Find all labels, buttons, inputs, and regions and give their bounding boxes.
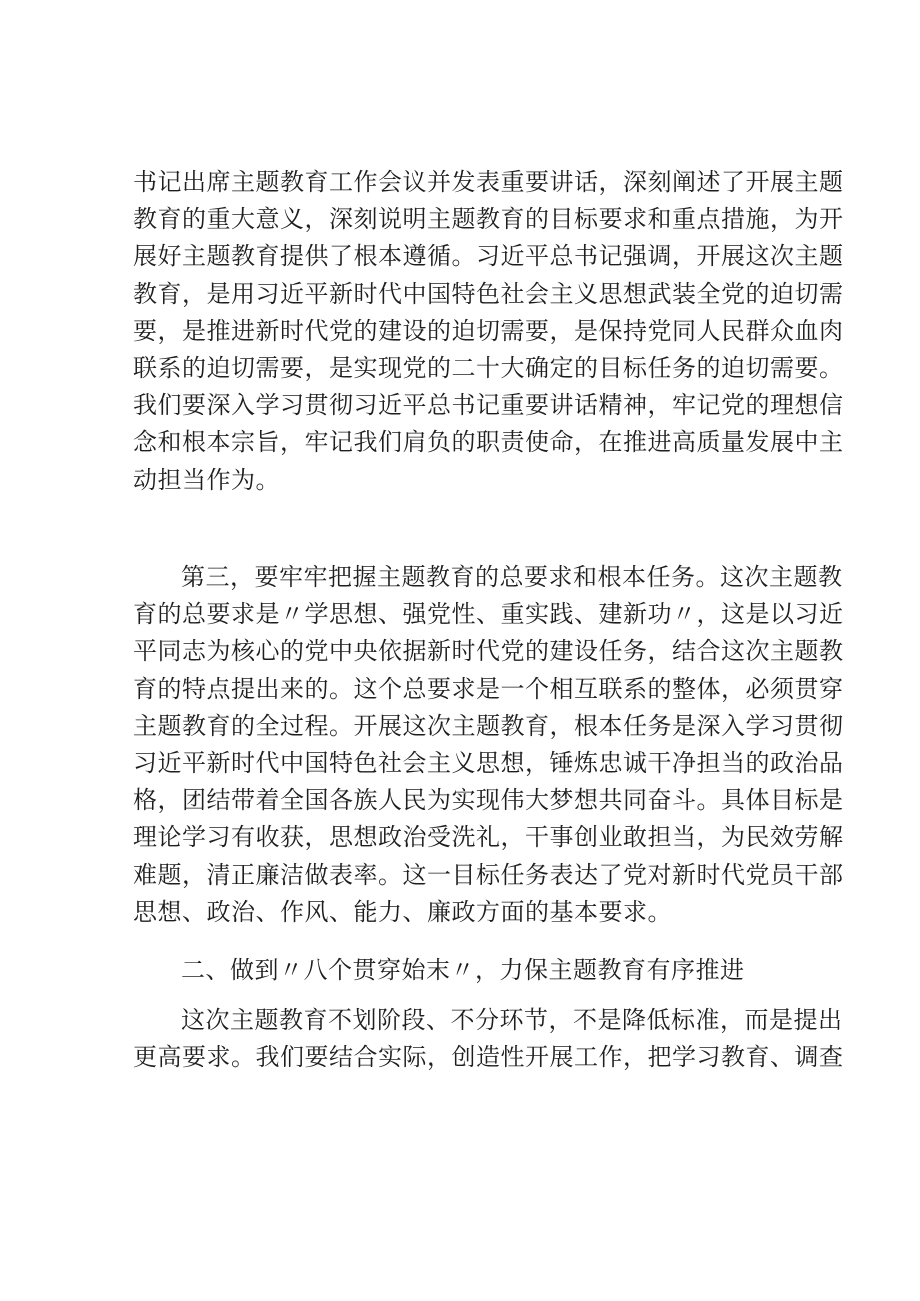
text-line: 主题教育的全过程。开展这次主题教育，根本任务是深入学习贯彻 — [133, 711, 844, 740]
paragraph-significance — [133, 164, 844, 499]
text-line: 要，是推进新时代党的建设的迫切需要，是保持党同人民群众血肉 — [133, 316, 844, 345]
text-line: 第三，要牢牢把握主题教育的总要求和根本任务。这次主题教 — [181, 563, 843, 591]
paragraph-general-requirements — [133, 559, 844, 931]
text-line: 难题，清正廉洁做表率。这一目标任务表达了党对新时代党员干部 — [133, 860, 844, 889]
text-line: 联系的迫切需要，是实现党的二十大确定的目标任务的迫切需要。 — [133, 353, 844, 382]
text-line: 念和根本宗旨，牢记我们肩负的职责使命，在推进高质量发展中主 — [133, 428, 844, 457]
text-line: 教育的重大意义，深刻说明主题教育的目标要求和重点措施，为开 — [133, 205, 844, 234]
text-line: 书记出席主题教育工作会议并发表重要讲话，深刻阐述了开展主题 — [133, 168, 844, 196]
text-line: 展好主题教育提供了根本遵循。习近平总书记强调，开展这次主题 — [133, 242, 844, 271]
text-line: 平同志为核心的党中央依据新时代党的建设任务，结合这次主题教 — [133, 637, 844, 666]
text-line: 更高要求。我们要结合实际，创造性开展工作，把学习教育、调查 — [133, 1043, 844, 1072]
text-line: 育的特点提出来的。这个总要求是一个相互联系的整体，必须贯穿 — [133, 674, 844, 703]
text-line: 格，团结带着全国各族人民为实现伟大梦想共同奋斗。具体目标是 — [133, 786, 844, 815]
text-line: 我们要深入学习贯彻习近平总书记重要讲话精神，牢记党的理想信 — [133, 391, 844, 420]
text-line: 动担当作为。 — [133, 465, 280, 494]
text-line: 理论学习有收获，思想政治受洗礼，干事创业敢担当，为民效劳解 — [133, 823, 844, 852]
text-line: 这次主题教育不划阶段、不分环节，不是降低标准，而是提出 — [181, 1006, 843, 1034]
paragraph-higher-requirements — [133, 1002, 844, 1076]
text-line: 思想、政治、作风、能力、廉政方面的基本要求。 — [133, 897, 672, 926]
text-line: 习近平新时代中国特色社会主义思想，锤炼忠诚干净担当的政治品 — [133, 748, 844, 777]
text-line: 教育，是用习近平新时代中国特色社会主义思想武装全党的迫切需 — [133, 279, 844, 308]
section-heading — [133, 952, 803, 989]
text-line: 育的总要求是〃学思想、强党性、重实践、建新功〃，这是以习近 — [133, 600, 844, 629]
section-heading-text: 二、做到〃八个贯穿始末〃，力保主题教育有序推进 — [181, 956, 745, 984]
